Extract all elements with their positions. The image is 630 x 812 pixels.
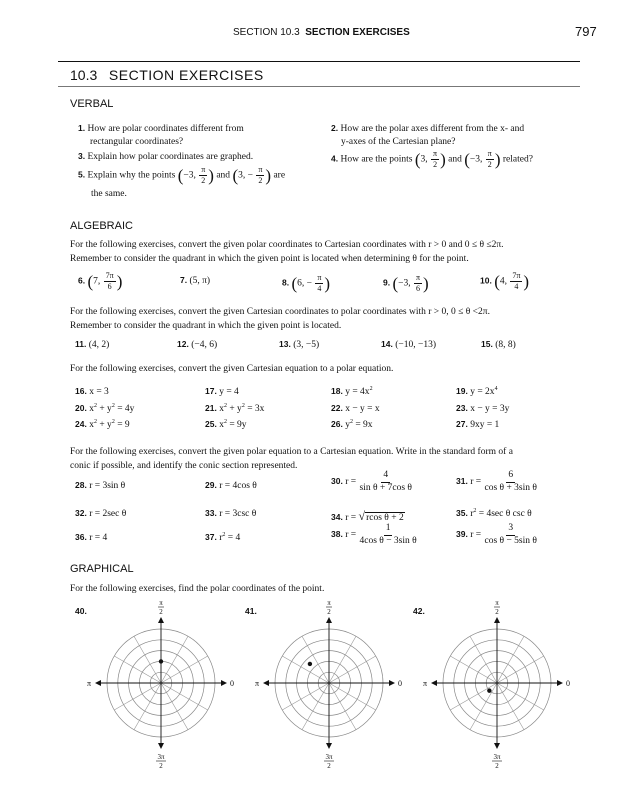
arrow-up-icon [326,617,332,623]
grid-ring [475,661,518,704]
axis-label-right: 0 [398,679,402,688]
header-section: SECTION 10.3 [233,27,300,38]
graphical-heading: GRAPHICAL [70,563,134,575]
grid-spoke [329,636,356,683]
axis-label-bottom-denominator: 2 [495,762,499,770]
axis-label-bottom-numerator: 3π [325,753,333,761]
plotted-point [308,662,312,666]
grid-ring [318,672,340,694]
question-39: 39. r = $\frac{3}{\text{cos θ − 5sin θ}}$ [456,523,537,546]
page-title: 10.3 SECTION EXERCISES [70,67,264,83]
grid-spoke [282,656,329,683]
question-24: 24. $x^2 + y^2 = 9$ [75,419,130,431]
algebraic-heading: ALGEBRAIC [70,220,133,232]
grid-spoke [470,683,497,730]
arrow-right-icon [221,680,227,686]
grid-ring [129,651,194,716]
question-21: 21. $x^2 + y^2 = 3x$ [205,403,265,415]
question-12: 12. (−4, 6) [177,339,218,350]
axis-label-bottom-denominator: 2 [327,762,331,770]
question-13: 13. (3, −5) [279,339,320,350]
axis-label-top-numerator: π [495,599,499,607]
arrow-down-icon [326,743,332,749]
axis-label-bottom-numerator: 3π [493,753,501,761]
question-6: 6. (7, $\frac{7\pi}{6}$ ) [78,271,123,291]
question-5-line2: the same. [91,189,127,199]
axis-label-top-denominator: 2 [495,608,499,616]
question-22: 22. x − y = x [331,403,380,414]
sqrt-symbol: √ [358,509,366,523]
question-2: 2. How are the polar axes different from the x- and y-axes of the Cartesian plane? [331,123,525,147]
question-30: 30. r = $\frac{4}{\text{sin θ + 7cos θ}}$ [331,470,412,493]
question-11: 11. (4, 2) [75,339,110,350]
axis-label-top-numerator: π [327,599,331,607]
question-29: 29. r = 4cos θ [205,480,257,491]
header-section-title: SECTION EXERCISES [305,27,410,38]
grid-ring [150,672,172,694]
graph-42-number: 42. [413,606,425,616]
grid-ring [118,640,204,726]
question-3: 3. Explain how polar coordinates are graphed. [78,151,254,162]
question-33: 33. r = 3csc θ [205,508,257,519]
question-1: 1. How are polar coordinates different from rectangular coordinates? [78,123,244,147]
grid-ring [275,629,383,737]
plotted-point [159,659,163,663]
question-38: 38. r = $\frac{1}{\text{4cos θ − 3sin θ}}$ [331,523,417,546]
arrow-left-icon [95,680,101,686]
title-underline [58,86,580,87]
arrow-up-icon [158,617,164,623]
arrow-up-icon [494,617,500,623]
arrow-down-icon [494,743,500,749]
question-8: 8. (6, − $\frac{\pi}{4}$ ) [282,273,331,293]
grid-ring [454,640,540,726]
arrow-left-icon [431,680,437,686]
arrow-down-icon [158,743,164,749]
axis-label-left: π [254,679,260,688]
algebraic-intro-1: For the following exercises, convert the given polar coordinates to Cartesian coordinates with r > 0 and 0 ≤ θ ≤2π. Remember to consider the quadrant in which the given point is located when determining θ for the point. [70,240,504,264]
question-27: 27. 9xy = 1 [456,419,500,430]
title-rule [58,61,580,62]
grid-spoke [161,656,208,683]
question-20: 20. $x^2 + y^2 = 4y$ [75,403,135,415]
graph-40-number: 40. [75,606,87,616]
axis-label-right: 0 [230,679,234,688]
plotted-point [487,688,491,692]
grid-spoke [450,683,497,710]
question-4: 4. How are the points (3, $\frac{\pi}{2}$ ) and (−3, $\frac{\pi}{2}$ ) related? [331,149,533,169]
question-28: 28. r = 3sin θ [75,480,126,491]
axis-label-top-denominator: 2 [327,608,331,616]
grid-spoke [134,636,161,683]
question-18: 18. $y = 4x^2$ [331,386,373,398]
grid-spoke [497,683,544,710]
question-25: 25. $x^2 = 9y$ [205,419,247,431]
question-14: 14. (−10, −13) [381,339,436,350]
question-9: 9. (−3, $\frac{\pi}{6}$ ) [383,273,429,293]
grid-spoke [161,636,188,683]
grid-spoke [302,636,329,683]
grid-spoke [282,683,329,710]
verbal-heading: VERBAL [70,98,114,110]
running-header [233,27,410,38]
algebraic-intro-2: For the following exercises, convert the given Cartesian coordinates to polar coordinates with r > 0, 0 ≤ θ <2π. Remember to consider the quadrant in which the given point is located. [70,307,490,331]
axis-label-bottom-denominator: 2 [159,762,163,770]
grid-spoke [161,683,188,730]
arrow-right-icon [389,680,395,686]
question-10: 10. (4, $\frac{7\pi}{4}$ ) [480,271,530,291]
grid-ring [139,661,182,704]
algebraic-intro-3: For the following exercises, convert the given Cartesian equation to a polar equation. [70,364,394,374]
grid-ring [107,629,215,737]
grid-spoke [497,656,544,683]
question-15: 15. (8, 8) [481,339,516,350]
axis-label-top-denominator: 2 [159,608,163,616]
question-35: 35. $r^2 = 4\sec$ θ csc θ [456,508,532,520]
grid-ring [465,651,530,716]
question-37: 37. $r^2 = 4$ [205,532,241,544]
axis-label-left: π [86,679,92,688]
grid-ring [486,672,508,694]
axis-label-right: 0 [566,679,570,688]
grid-ring [307,661,350,704]
question-31: 31. r = $\frac{6}{\text{cos θ + 3sin θ}}$ [456,470,537,493]
grid-spoke [302,683,329,730]
axis-label-top-numerator: π [159,599,163,607]
grid-spoke [329,656,376,683]
grid-spoke [114,656,161,683]
question-16: 16. x = 3 [75,386,109,397]
grid-spoke [450,656,497,683]
grid-spoke [134,683,161,730]
algebraic-intro-4: For the following exercises, convert the given polar equation to a Cartesian equation. Write in the standard form of a conic if possible, and identify the conic section represented. [70,447,513,471]
question-7: 7. (5, π) [180,275,211,286]
question-36: 36. r = 4 [75,532,108,543]
graphical-intro: For the following exercises, find the polar coordinates of the point. [70,584,325,594]
grid-ring [443,629,551,737]
question-34: 34. r = √rcos θ + 2 [331,509,404,523]
question-26: 26. $y^2 = 9x$ [331,419,373,431]
page-number: 797 [575,24,597,39]
question-19: 19. $y = 2x^4$ [456,386,498,398]
axis-label-left: π [422,679,428,688]
grid-spoke [329,683,356,730]
arrow-left-icon [263,680,269,686]
grid-ring [297,651,362,716]
question-32: 32. r = 2sec θ [75,508,127,519]
grid-spoke [114,683,161,710]
arrow-right-icon [557,680,563,686]
grid-spoke [470,636,497,683]
grid-spoke [329,683,376,710]
graph-41-number: 41. [245,606,257,616]
grid-spoke [497,683,524,730]
question-5: 5. Explain why the points (−3, $\frac{\pi}{2}$ ) and (3, − $\frac{\pi}{2}$ ) are [78,165,286,185]
question-17: 17. y = 4 [205,386,239,397]
grid-spoke [161,683,208,710]
question-23: 23. x − y = 3y [456,403,510,414]
grid-ring [286,640,372,726]
axis-label-bottom-numerator: 3π [157,753,165,761]
grid-spoke [497,636,524,683]
